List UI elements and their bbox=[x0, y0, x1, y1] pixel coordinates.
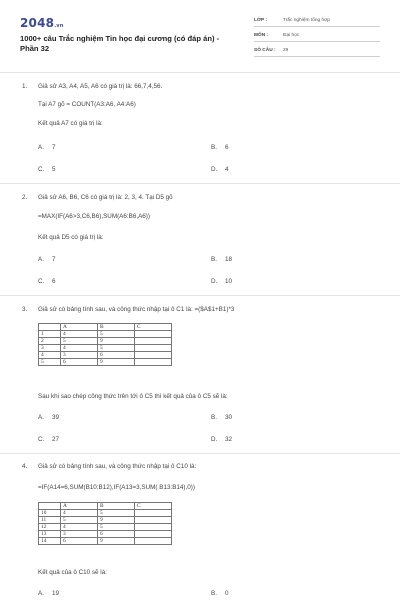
table-cell bbox=[39, 503, 61, 510]
option-letter: A. bbox=[38, 414, 44, 421]
option-text: 6 bbox=[52, 278, 56, 285]
question-text: Giả sử có bảng tính sau, và công thức nhập tại ô C1 là: =($A$1+B1)*3 bbox=[38, 306, 235, 313]
table-cell: 5 bbox=[98, 510, 135, 517]
table-cell: 9 bbox=[98, 517, 135, 524]
table-cell bbox=[135, 352, 172, 359]
option-text: 4 bbox=[225, 166, 229, 173]
option-text: 10 bbox=[225, 278, 233, 285]
option-letter: C. bbox=[38, 436, 45, 443]
option-letter: B. bbox=[211, 256, 217, 263]
answer-option[interactable] bbox=[211, 144, 229, 151]
answer-option[interactable] bbox=[38, 436, 59, 443]
table-row bbox=[39, 510, 172, 517]
meta-label: SỐ CÂU : bbox=[254, 48, 276, 53]
option-letter: D. bbox=[211, 436, 218, 443]
answer-option[interactable] bbox=[211, 278, 232, 285]
question-number: 3. bbox=[22, 306, 28, 313]
meta-question-count bbox=[254, 44, 380, 57]
table-cell bbox=[135, 359, 172, 366]
question-text: Giả sử có bảng tính sau, và công thức nhập tại ô C10 là: bbox=[38, 463, 197, 470]
table-cell: 10 bbox=[39, 510, 61, 517]
question-text: Sau khi sao chép công thức trên tới ô C5 thì kết quả của ô C5 sẽ là: bbox=[38, 393, 228, 400]
answer-option[interactable] bbox=[38, 590, 59, 597]
table-cell bbox=[135, 517, 172, 524]
option-text: 30 bbox=[225, 414, 233, 421]
table-cell: A bbox=[61, 324, 98, 331]
table-row bbox=[39, 352, 172, 359]
question-text: =MAX(IF(A6>3,C6,B6),SUM(A6:B6,A6)) bbox=[38, 213, 150, 220]
option-letter: A. bbox=[38, 256, 44, 263]
option-text: 18 bbox=[225, 256, 233, 263]
table-cell: 5 bbox=[61, 338, 98, 345]
table-cell bbox=[135, 524, 172, 531]
question-text: Kết quả D5 có giá trị là: bbox=[38, 234, 104, 241]
option-letter: B. bbox=[211, 144, 217, 151]
table-cell: C bbox=[135, 324, 172, 331]
option-text: 6 bbox=[225, 144, 229, 151]
table-cell: A bbox=[61, 503, 98, 510]
table-cell bbox=[135, 345, 172, 352]
table-cell: 6 bbox=[98, 531, 135, 538]
table-cell: 1 bbox=[39, 331, 61, 338]
answer-option[interactable] bbox=[38, 144, 56, 151]
table-cell bbox=[39, 324, 61, 331]
answer-option[interactable] bbox=[38, 166, 56, 173]
table-cell: 5 bbox=[98, 331, 135, 338]
divider bbox=[0, 295, 400, 296]
divider bbox=[0, 183, 400, 184]
table-header-row bbox=[39, 503, 172, 510]
option-text: 32 bbox=[225, 436, 233, 443]
meta-value: 29 bbox=[283, 48, 289, 53]
meta-subject bbox=[254, 29, 380, 42]
option-letter: D. bbox=[211, 166, 218, 173]
option-text: 5 bbox=[52, 166, 56, 173]
meta-label: MÔN : bbox=[254, 33, 269, 38]
table-cell bbox=[135, 538, 172, 545]
table-cell: 11 bbox=[39, 517, 61, 524]
answer-option[interactable] bbox=[211, 590, 229, 597]
table-row bbox=[39, 538, 172, 545]
document-title-line: Phần 32 bbox=[20, 44, 50, 53]
table-cell: 4 bbox=[61, 510, 98, 517]
table-row bbox=[39, 524, 172, 531]
option-text: 27 bbox=[52, 436, 60, 443]
table-header-row bbox=[39, 324, 172, 331]
spreadsheet-table bbox=[38, 323, 172, 366]
site-logo[interactable] bbox=[20, 16, 64, 30]
option-text: 7 bbox=[52, 144, 56, 151]
option-letter: D. bbox=[211, 278, 218, 285]
table-row bbox=[39, 345, 172, 352]
question-text: Tại A7 gõ = COUNT(A3:A6, A4:A6) bbox=[38, 101, 136, 108]
table-cell: 4 bbox=[61, 331, 98, 338]
table-row bbox=[39, 338, 172, 345]
option-text: 39 bbox=[52, 414, 60, 421]
table-cell: 13 bbox=[39, 531, 61, 538]
question-number: 4. bbox=[22, 463, 28, 470]
question-text: Kết quả A7 có giá trị là: bbox=[38, 120, 103, 127]
logo-tld: .vn bbox=[54, 23, 64, 29]
option-letter: A. bbox=[38, 144, 44, 151]
meta-label: LỚP : bbox=[254, 18, 268, 23]
table-cell bbox=[135, 331, 172, 338]
divider bbox=[0, 453, 400, 454]
table-cell: 5 bbox=[39, 359, 61, 366]
table-row bbox=[39, 517, 172, 524]
document-title-line: 1000+ câu Trắc nghiệm Tin học đại cương (có đáp án) - bbox=[20, 34, 220, 43]
table-cell: 4 bbox=[61, 524, 98, 531]
table-cell bbox=[135, 338, 172, 345]
table-cell: 6 bbox=[61, 359, 98, 366]
option-letter: C. bbox=[38, 166, 45, 173]
question-number: 2. bbox=[22, 194, 28, 201]
table-cell: 5 bbox=[61, 517, 98, 524]
table-cell: 14 bbox=[39, 538, 61, 545]
option-text: 7 bbox=[52, 256, 56, 263]
table-cell: 12 bbox=[39, 524, 61, 531]
table-cell: 4 bbox=[39, 352, 61, 359]
document-title bbox=[20, 34, 235, 54]
table-cell: B bbox=[98, 503, 135, 510]
answer-option[interactable] bbox=[38, 278, 56, 285]
table-cell: 6 bbox=[61, 538, 98, 545]
answer-option[interactable] bbox=[211, 436, 232, 443]
answer-option[interactable] bbox=[211, 414, 232, 421]
table-cell: 3 bbox=[39, 345, 61, 352]
question-text: Kết quả của ô C10 sẽ là: bbox=[38, 569, 107, 576]
table-cell: 5 bbox=[98, 345, 135, 352]
table-cell: 5 bbox=[98, 524, 135, 531]
meta-value: Đại học bbox=[283, 33, 300, 38]
question-text: =IF(A14=6,SUM(B10:B12),IF(A13=3,SUM( B13:B14),0)) bbox=[38, 484, 195, 491]
table-cell: B bbox=[98, 324, 135, 331]
table-row bbox=[39, 331, 172, 338]
table-cell: 9 bbox=[98, 338, 135, 345]
table-cell bbox=[135, 531, 172, 538]
answer-option[interactable] bbox=[38, 256, 56, 263]
logo-text: 2048 bbox=[20, 16, 55, 30]
table-cell: 4 bbox=[61, 345, 98, 352]
table-cell: 9 bbox=[98, 538, 135, 545]
table-row bbox=[39, 359, 172, 366]
answer-option[interactable] bbox=[38, 414, 59, 421]
meta-class bbox=[254, 14, 380, 27]
page-header bbox=[0, 0, 400, 70]
option-letter: B. bbox=[211, 414, 217, 421]
table-row bbox=[39, 531, 172, 538]
answer-option[interactable] bbox=[211, 256, 232, 263]
table-cell: 6 bbox=[98, 352, 135, 359]
option-letter: A. bbox=[38, 590, 44, 597]
question-text: Giả sử A3, A4, A5, A6 có giá trị là: 66,7,4,56. bbox=[38, 83, 163, 90]
answer-option[interactable] bbox=[211, 166, 229, 173]
table-cell: 2 bbox=[39, 338, 61, 345]
option-letter: C. bbox=[38, 278, 45, 285]
table-cell: 3 bbox=[61, 531, 98, 538]
table-cell: 9 bbox=[98, 359, 135, 366]
divider bbox=[0, 72, 400, 73]
option-text: 19 bbox=[52, 590, 60, 597]
question-text: Giả sử A6, B6, C6 có giá trị là: 2, 3, 4. Tại D5 gõ bbox=[38, 194, 173, 201]
spreadsheet-table bbox=[38, 502, 172, 545]
meta-value: Trắc nghiệm tổng hợp bbox=[283, 18, 330, 23]
option-letter: B. bbox=[211, 590, 217, 597]
option-text: 0 bbox=[225, 590, 229, 597]
table-cell: C bbox=[135, 503, 172, 510]
table-cell bbox=[135, 510, 172, 517]
table-cell: 3 bbox=[61, 352, 98, 359]
question-number: 1. bbox=[22, 83, 28, 90]
